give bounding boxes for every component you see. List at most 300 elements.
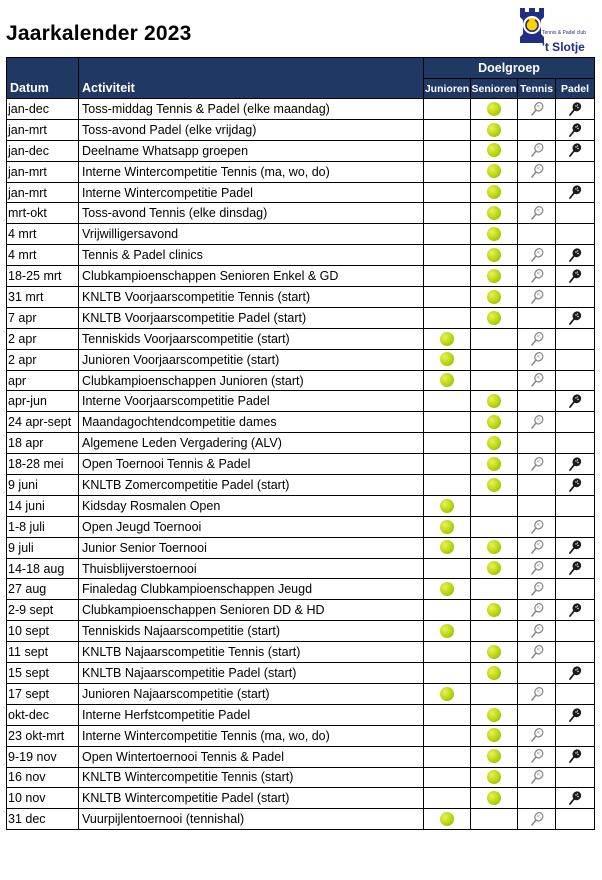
cell-tennis — [518, 245, 556, 266]
cell-junioren — [424, 809, 471, 830]
cell-tennis — [518, 663, 556, 684]
row-activity: Toss-avond Tennis (elke dinsdag) — [79, 203, 424, 224]
cell-junioren — [424, 119, 471, 140]
row-activity: Interne Wintercompetitie Tennis (ma, wo, do) — [79, 725, 424, 746]
row-date: 14-18 aug — [7, 558, 79, 579]
cell-tennis — [518, 704, 556, 725]
cell-padel — [556, 140, 595, 161]
row-activity: Finaledag Clubkampioenschappen Jeugd — [79, 579, 424, 600]
row-date: 7 apr — [7, 307, 79, 328]
senioren-ball-icon — [487, 184, 501, 201]
row-activity: Algemene Leden Vergadering (ALV) — [79, 433, 424, 454]
cell-senioren — [471, 203, 518, 224]
cell-padel — [556, 475, 595, 496]
padel-racket-icon — [568, 267, 582, 284]
cell-senioren — [471, 224, 518, 245]
tennis-racket-icon — [530, 330, 544, 347]
row-activity: KNLTB Wintercompetitie Tennis (start) — [79, 767, 424, 788]
row-activity: Toss-middag Tennis & Padel (elke maandag) — [79, 99, 424, 120]
junioren-ball-icon — [440, 330, 454, 347]
row-activity: Interne Herfstcompetitie Padel — [79, 704, 424, 725]
row-activity: Tennis & Padel clinics — [79, 245, 424, 266]
junioren-ball-icon — [440, 580, 454, 597]
row-date: jan-mrt — [7, 182, 79, 203]
cell-junioren — [424, 99, 471, 120]
row-date: 10 nov — [7, 788, 79, 809]
cell-tennis — [518, 266, 556, 287]
row-date: mrt-okt — [7, 203, 79, 224]
tennis-racket-icon — [530, 372, 544, 389]
cell-senioren — [471, 328, 518, 349]
padel-racket-icon — [568, 455, 582, 472]
row-activity: KNLTB Voorjaarscompetitie Padel (start) — [79, 307, 424, 328]
cell-tennis — [518, 161, 556, 182]
cell-junioren — [424, 224, 471, 245]
row-activity: Deelname Whatsapp groepen — [79, 140, 424, 161]
cell-tennis — [518, 433, 556, 454]
cell-padel — [556, 600, 595, 621]
row-date: 24 apr-sept — [7, 412, 79, 433]
cell-tennis — [518, 683, 556, 704]
senioren-ball-icon — [487, 643, 501, 660]
senioren-ball-icon — [487, 455, 501, 472]
senioren-ball-icon — [487, 225, 501, 242]
senioren-ball-icon — [487, 706, 501, 723]
cell-tennis — [518, 746, 556, 767]
calendar-rows — [7, 99, 595, 830]
cell-senioren — [471, 454, 518, 475]
cell-junioren — [424, 537, 471, 558]
junioren-ball-icon — [440, 810, 454, 827]
cell-senioren — [471, 433, 518, 454]
table-row — [7, 412, 595, 433]
tennis-racket-icon — [530, 204, 544, 221]
row-activity: KNLTB Voorjaarscompetitie Tennis (start) — [79, 287, 424, 308]
row-activity: Tenniskids Voorjaarscompetitie (start) — [79, 328, 424, 349]
cell-padel — [556, 224, 595, 245]
tennis-racket-icon — [530, 413, 544, 430]
cell-senioren — [471, 287, 518, 308]
table-row — [7, 99, 595, 120]
cell-tennis — [518, 621, 556, 642]
cell-junioren — [424, 704, 471, 725]
cell-senioren — [471, 391, 518, 412]
row-date: 11 sept — [7, 642, 79, 663]
row-date: 18-28 mei — [7, 454, 79, 475]
padel-racket-icon — [568, 601, 582, 618]
cell-junioren — [424, 161, 471, 182]
cell-senioren — [471, 370, 518, 391]
table-row — [7, 328, 595, 349]
cell-padel — [556, 412, 595, 433]
senioren-ball-icon — [487, 727, 501, 744]
junioren-ball-icon — [440, 539, 454, 556]
cell-junioren — [424, 182, 471, 203]
senioren-ball-icon — [487, 246, 501, 263]
junioren-ball-icon — [440, 622, 454, 639]
cell-senioren — [471, 558, 518, 579]
row-date: 15 sept — [7, 663, 79, 684]
column-header-activiteit: Activiteit — [79, 58, 424, 99]
table-row — [7, 140, 595, 161]
cell-senioren — [471, 475, 518, 496]
tennis-racket-icon — [530, 267, 544, 284]
cell-junioren — [424, 683, 471, 704]
cell-senioren — [471, 119, 518, 140]
senioren-ball-icon — [487, 476, 501, 493]
junioren-ball-icon — [440, 497, 454, 514]
row-activity: Interne Voorjaarscompetitie Padel — [79, 391, 424, 412]
cell-senioren — [471, 579, 518, 600]
cell-senioren — [471, 140, 518, 161]
row-date: 2 apr — [7, 349, 79, 370]
tennis-racket-icon — [530, 810, 544, 827]
table-row — [7, 224, 595, 245]
cell-padel — [556, 203, 595, 224]
cell-senioren — [471, 642, 518, 663]
cell-padel — [556, 767, 595, 788]
tennis-racket-icon — [530, 643, 544, 660]
cell-tennis — [518, 224, 556, 245]
cell-padel — [556, 370, 595, 391]
row-date: 23 okt-mrt — [7, 725, 79, 746]
table-row — [7, 161, 595, 182]
padel-racket-icon — [568, 121, 582, 138]
cell-tennis — [518, 349, 556, 370]
cell-tennis — [518, 558, 556, 579]
row-activity: Clubkampioenschappen Junioren (start) — [79, 370, 424, 391]
cell-junioren — [424, 663, 471, 684]
cell-senioren — [471, 245, 518, 266]
padel-racket-icon — [568, 476, 582, 493]
cell-senioren — [471, 683, 518, 704]
row-activity: KNLTB Najaarscompetitie Tennis (start) — [79, 642, 424, 663]
cell-padel — [556, 287, 595, 308]
cell-tennis — [518, 391, 556, 412]
row-activity: KNLTB Najaarscompetitie Padel (start) — [79, 663, 424, 684]
cell-junioren — [424, 516, 471, 537]
cell-padel — [556, 809, 595, 830]
cell-tennis — [518, 788, 556, 809]
row-date: jan-mrt — [7, 161, 79, 182]
column-header-datum: Datum — [7, 58, 79, 99]
cell-tennis — [518, 495, 556, 516]
cell-senioren — [471, 182, 518, 203]
padel-racket-icon — [568, 706, 582, 723]
cell-junioren — [424, 140, 471, 161]
cell-senioren — [471, 99, 518, 120]
row-date: 9 juni — [7, 475, 79, 496]
row-date: 2-9 sept — [7, 600, 79, 621]
table-row — [7, 287, 595, 308]
tennis-racket-icon — [530, 100, 544, 117]
cell-junioren — [424, 495, 471, 516]
cell-tennis — [518, 767, 556, 788]
row-date: 9-19 nov — [7, 746, 79, 767]
cell-junioren — [424, 433, 471, 454]
cell-padel — [556, 704, 595, 725]
row-activity: Clubkampioenschappen Senioren Enkel & GD — [79, 266, 424, 287]
cell-junioren — [424, 454, 471, 475]
cell-padel — [556, 537, 595, 558]
cell-tennis — [518, 119, 556, 140]
column-header-doelgroep: Doelgroep — [424, 58, 595, 79]
table-row — [7, 683, 595, 704]
cell-padel — [556, 349, 595, 370]
table-row — [7, 600, 595, 621]
cell-junioren — [424, 412, 471, 433]
cell-junioren — [424, 767, 471, 788]
column-header-senioren: Senioren — [471, 79, 518, 99]
row-date: jan-dec — [7, 99, 79, 120]
junioren-ball-icon — [440, 685, 454, 702]
cell-padel — [556, 454, 595, 475]
cell-senioren — [471, 161, 518, 182]
cell-tennis — [518, 725, 556, 746]
table-row — [7, 370, 595, 391]
row-activity: Maandagochtendcompetitie dames — [79, 412, 424, 433]
junioren-ball-icon — [440, 351, 454, 368]
tennis-racket-icon — [530, 455, 544, 472]
table-row — [7, 475, 595, 496]
row-activity: Open Jeugd Toernooi — [79, 516, 424, 537]
row-activity: Thuisblijverstoernooi — [79, 558, 424, 579]
row-date: apr — [7, 370, 79, 391]
cell-tennis — [518, 412, 556, 433]
row-activity: Kidsday Rosmalen Open — [79, 495, 424, 516]
cell-junioren — [424, 328, 471, 349]
tennis-racket-icon — [530, 580, 544, 597]
cell-padel — [556, 119, 595, 140]
cell-senioren — [471, 767, 518, 788]
cell-padel — [556, 266, 595, 287]
cell-padel — [556, 642, 595, 663]
junioren-ball-icon — [440, 372, 454, 389]
cell-junioren — [424, 600, 471, 621]
cell-junioren — [424, 579, 471, 600]
cell-padel — [556, 621, 595, 642]
row-date: 10 sept — [7, 621, 79, 642]
cell-padel — [556, 182, 595, 203]
cell-padel — [556, 161, 595, 182]
cell-tennis — [518, 307, 556, 328]
senioren-ball-icon — [487, 560, 501, 577]
senioren-ball-icon — [487, 601, 501, 618]
table-row — [7, 767, 595, 788]
row-date: okt-dec — [7, 704, 79, 725]
cell-junioren — [424, 621, 471, 642]
cell-tennis — [518, 642, 556, 663]
row-activity: Open Toernooi Tennis & Padel — [79, 454, 424, 475]
table-row — [7, 809, 595, 830]
row-activity: KNLTB Zomercompetitie Padel (start) — [79, 475, 424, 496]
cell-padel — [556, 99, 595, 120]
cell-senioren — [471, 516, 518, 537]
cell-senioren — [471, 704, 518, 725]
cell-senioren — [471, 495, 518, 516]
row-date: 18 apr — [7, 433, 79, 454]
senioren-ball-icon — [487, 288, 501, 305]
table-row — [7, 349, 595, 370]
padel-racket-icon — [568, 184, 582, 201]
cell-tennis — [518, 182, 556, 203]
table-row — [7, 537, 595, 558]
tennis-racket-icon — [530, 685, 544, 702]
cell-junioren — [424, 475, 471, 496]
tennis-racket-icon — [530, 351, 544, 368]
padel-racket-icon — [568, 309, 582, 326]
cell-tennis — [518, 99, 556, 120]
senioren-ball-icon — [487, 748, 501, 765]
cell-junioren — [424, 370, 471, 391]
senioren-ball-icon — [487, 121, 501, 138]
row-date: 4 mrt — [7, 245, 79, 266]
padel-racket-icon — [568, 664, 582, 681]
row-activity: Junior Senior Toernooi — [79, 537, 424, 558]
cell-senioren — [471, 537, 518, 558]
row-activity: Toss-avond Padel (elke vrijdag) — [79, 119, 424, 140]
senioren-ball-icon — [487, 392, 501, 409]
row-activity: Vrijwilligersavond — [79, 224, 424, 245]
senioren-ball-icon — [487, 204, 501, 221]
cell-padel — [556, 307, 595, 328]
cell-tennis — [518, 516, 556, 537]
table-row — [7, 245, 595, 266]
table-row — [7, 495, 595, 516]
row-activity: Vuurpijlentoernooi (tennishal) — [79, 809, 424, 830]
row-date: 14 juni — [7, 495, 79, 516]
cell-tennis — [518, 454, 556, 475]
row-activity: Clubkampioenschappen Senioren DD & HD — [79, 600, 424, 621]
cell-senioren — [471, 349, 518, 370]
cell-padel — [556, 558, 595, 579]
tennis-racket-icon — [530, 539, 544, 556]
cell-junioren — [424, 746, 471, 767]
cell-padel — [556, 788, 595, 809]
senioren-ball-icon — [487, 664, 501, 681]
padel-racket-icon — [568, 560, 582, 577]
cell-senioren — [471, 266, 518, 287]
table-row — [7, 391, 595, 412]
row-date: 1-8 juli — [7, 516, 79, 537]
padel-racket-icon — [568, 539, 582, 556]
row-activity: KNLTB Wintercompetitie Padel (start) — [79, 788, 424, 809]
club-name: 't Slotje — [542, 40, 585, 54]
table-row — [7, 663, 595, 684]
cell-junioren — [424, 349, 471, 370]
column-header-padel: Padel — [556, 79, 595, 99]
senioren-ball-icon — [487, 413, 501, 430]
table-row — [7, 558, 595, 579]
cell-padel — [556, 746, 595, 767]
cell-padel — [556, 516, 595, 537]
senioren-ball-icon — [487, 267, 501, 284]
cell-tennis — [518, 579, 556, 600]
cell-padel — [556, 663, 595, 684]
junioren-ball-icon — [440, 518, 454, 535]
table-row — [7, 203, 595, 224]
row-date: apr-jun — [7, 391, 79, 412]
padel-racket-icon — [568, 748, 582, 765]
cell-padel — [556, 579, 595, 600]
tennis-racket-icon — [530, 727, 544, 744]
row-date: 2 apr — [7, 328, 79, 349]
cell-junioren — [424, 307, 471, 328]
cell-tennis — [518, 370, 556, 391]
cell-padel — [556, 433, 595, 454]
cell-padel — [556, 328, 595, 349]
padel-racket-icon — [568, 100, 582, 117]
padel-racket-icon — [568, 142, 582, 159]
cell-padel — [556, 495, 595, 516]
club-logo — [512, 4, 598, 54]
cell-junioren — [424, 788, 471, 809]
senioren-ball-icon — [487, 163, 501, 180]
cell-junioren — [424, 287, 471, 308]
cell-senioren — [471, 809, 518, 830]
cell-junioren — [424, 245, 471, 266]
cell-senioren — [471, 725, 518, 746]
cell-junioren — [424, 558, 471, 579]
club-tagline: Tennis & Padel club — [542, 30, 586, 36]
row-activity: Interne Wintercompetitie Padel — [79, 182, 424, 203]
tennis-racket-icon — [530, 288, 544, 305]
page-title: Jaarkalender 2023 — [6, 22, 192, 45]
cell-junioren — [424, 725, 471, 746]
cell-padel — [556, 683, 595, 704]
tennis-racket-icon — [530, 768, 544, 785]
tennis-racket-icon — [530, 601, 544, 618]
table-row — [7, 454, 595, 475]
cell-tennis — [518, 475, 556, 496]
table-row — [7, 579, 595, 600]
table-row — [7, 704, 595, 725]
cell-tennis — [518, 203, 556, 224]
row-activity: Junioren Najaarscompetitie (start) — [79, 683, 424, 704]
table-row — [7, 621, 595, 642]
row-date: 27 aug — [7, 579, 79, 600]
cell-tennis — [518, 600, 556, 621]
column-header-junioren: Junioren — [424, 79, 471, 99]
cell-junioren — [424, 203, 471, 224]
table-row — [7, 182, 595, 203]
cell-senioren — [471, 788, 518, 809]
cell-tennis — [518, 328, 556, 349]
cell-padel — [556, 391, 595, 412]
cell-senioren — [471, 746, 518, 767]
tennis-racket-icon — [530, 142, 544, 159]
row-date: jan-dec — [7, 140, 79, 161]
tennis-racket-icon — [530, 748, 544, 765]
table-row — [7, 307, 595, 328]
tennis-racket-icon — [530, 518, 544, 535]
senioren-ball-icon — [487, 142, 501, 159]
cell-senioren — [471, 621, 518, 642]
row-date: 31 mrt — [7, 287, 79, 308]
cell-junioren — [424, 266, 471, 287]
row-date: jan-mrt — [7, 119, 79, 140]
table-row — [7, 725, 595, 746]
table-row — [7, 119, 595, 140]
row-date: 31 dec — [7, 809, 79, 830]
senioren-ball-icon — [487, 789, 501, 806]
cell-tennis — [518, 537, 556, 558]
column-header-tennis: Tennis — [518, 79, 556, 99]
cell-senioren — [471, 307, 518, 328]
row-date: 18-25 mrt — [7, 266, 79, 287]
row-activity: Open Wintertoernooi Tennis & Padel — [79, 746, 424, 767]
row-activity: Interne Wintercompetitie Tennis (ma, wo, do) — [79, 161, 424, 182]
